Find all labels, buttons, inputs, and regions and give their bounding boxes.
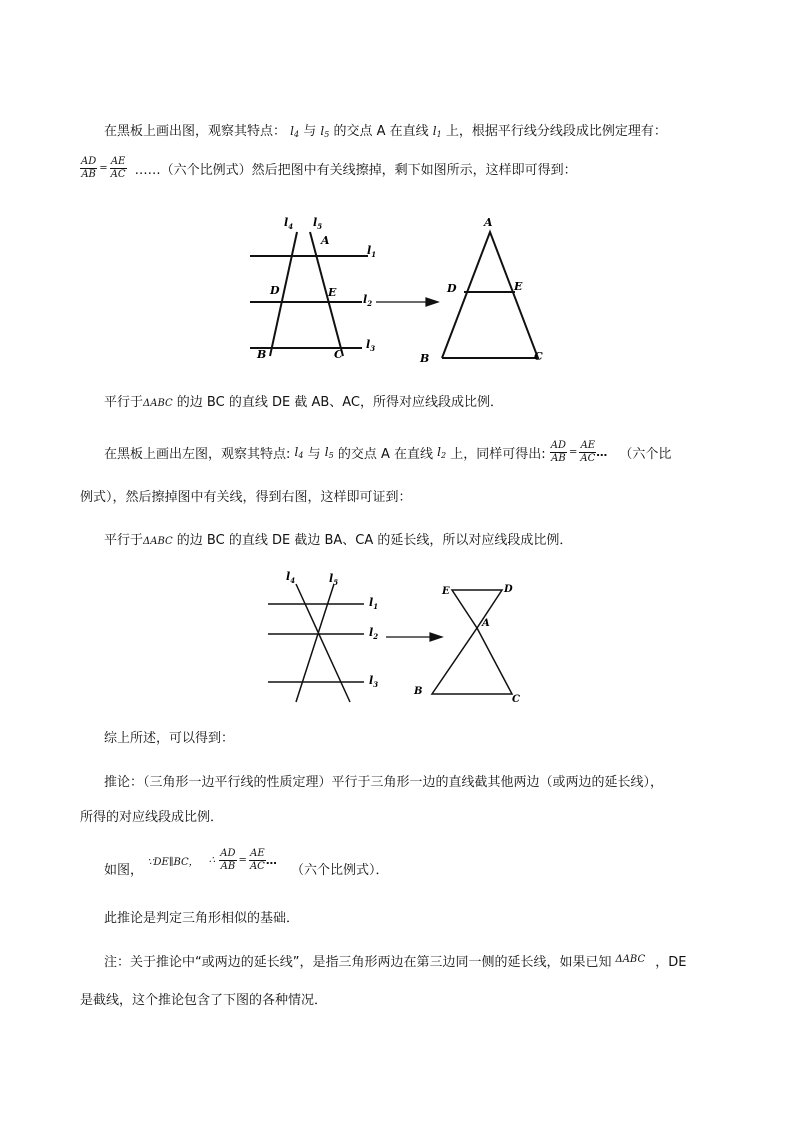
figure-1-left-diagram [250, 232, 368, 356]
label-right-D: D [447, 282, 457, 295]
p9-text: 此推论是判定三角形相似的基础． [104, 911, 300, 926]
p6-text: 综上所述，可以得到： [104, 731, 235, 746]
p7-line2: 所得的对应线段成比例． [80, 810, 224, 825]
label2-l1: $l_1$ [369, 596, 379, 611]
label-D: D [270, 284, 280, 297]
p1-text-prefix: 在黑板上画出图，观察其特点： [104, 124, 287, 139]
l5-symbol-2: $l_5$ [324, 445, 334, 460]
figure-2 [262, 566, 538, 706]
triangle-abc-3: ΔABC [615, 954, 646, 965]
p5-prefix: 平行于 [104, 533, 144, 548]
paragraph-8 [104, 848, 388, 878]
label2-right-D: D [504, 584, 513, 595]
therefore-symbol: ∴ [208, 855, 216, 866]
p1-text-mid: 的交点 A 在直线 [333, 124, 429, 139]
l4-symbol-2: $l_4$ [294, 445, 304, 460]
l5-symbol: $l_5$ [320, 124, 330, 139]
label2-right-C: C [512, 694, 520, 705]
p10-line2: 是截线，这个推论包含了下图的各种情况． [80, 993, 328, 1008]
paragraph-10-line-2 [80, 989, 327, 1008]
label-right-E: E [514, 280, 523, 293]
label2-right-E: E [442, 586, 450, 597]
l1-symbol: $l_1$ [432, 124, 442, 139]
label-A: A [321, 234, 330, 247]
p4-prefix: 在黑板上画出左图，观察其特点: [104, 447, 291, 462]
label-l5: $l_5$ [313, 216, 323, 231]
triangle-abc-2: ΔABC [143, 536, 173, 547]
fraction-ae-ac-2: $\frac{AE}{AC}$ [580, 440, 596, 464]
figure-2-left-diagram [268, 584, 364, 702]
triangle-abc: ΔABC [143, 398, 173, 409]
line-l5-b [296, 584, 334, 702]
label2-l3: $l_3$ [369, 674, 379, 689]
paragraph-7-line-2 [80, 806, 223, 825]
p1-conj: 与 [303, 124, 317, 139]
figure-1 [240, 212, 560, 370]
figure-2-right-hourglass [432, 590, 512, 694]
label-right-A: A [484, 216, 493, 229]
p3-suffix: 的边 BC 的直线 DE 截 AB、AC，所得对应线段成比例． [176, 395, 504, 410]
p8-prefix: 如图， [104, 863, 144, 878]
arrow-icon-2 [386, 633, 442, 641]
equals-sign-2: = [569, 447, 578, 458]
because-statement: ∵DE∥BC， [147, 857, 199, 868]
label-right-C: C [534, 350, 543, 363]
p8-suffix: （六个比例式）． [290, 863, 389, 878]
p4-conj: 与 [307, 447, 321, 462]
fraction-ae-ac-3: $\frac{AE}{AC}$ [249, 848, 265, 872]
fraction-ad-ab-2: $\frac{AD}{AB}$ [550, 440, 567, 464]
fraction-ad-ab: $\frac{AD}{AB}$ [81, 156, 97, 180]
p10-suffix: ，DE [655, 955, 687, 970]
label2-right-A: A [482, 618, 490, 629]
p4-suffix: 上，同样可得出: [450, 447, 546, 462]
label-l1: $l_1$ [367, 244, 377, 259]
equals-sign-3: = [238, 855, 247, 866]
p5-suffix: 的边 BC 的直线 DE 截边 BA、CA 的延长线，所以对应线段成比例． [176, 533, 573, 548]
label-l2: $l_2$ [363, 293, 373, 308]
paragraph-2 [80, 156, 577, 181]
paragraph-1 [104, 120, 667, 139]
fraction-ad-ab-3: $\frac{AD}{AB}$ [220, 848, 236, 872]
paragraph-3 [104, 391, 503, 410]
arrow-icon [376, 298, 438, 306]
paragraph-6 [104, 727, 234, 746]
label2-l2: $l_2$ [369, 626, 379, 641]
p10-prefix: 注：关于推论中“或两边的延长线”，是指三角形两边在第三边同一侧的延长线，如果已知 [104, 955, 612, 970]
label2-l4: $l_4$ [286, 570, 296, 585]
paragraph-4-line-2 [80, 486, 412, 505]
fraction-ae-ac: $\frac{AE}{AC}$ [110, 156, 126, 180]
paragraph-5 [104, 529, 572, 548]
paragraph-7 [104, 771, 663, 790]
p4-mid: 的交点 A 在直线 [337, 447, 434, 462]
paragraph-4 [104, 440, 671, 465]
label-B: B [257, 348, 267, 361]
ellipsis: … [596, 446, 608, 459]
ellipsis-2: … [265, 854, 277, 867]
p2-text: ……（六个比例式）然后把图中有关线擦掉，剩下如图所示，这样即可得到： [134, 163, 577, 178]
p4-tail: （六个比 [619, 447, 672, 462]
label2-l5: $l_5$ [329, 572, 339, 587]
p3-prefix: 平行于 [104, 395, 144, 410]
l2-symbol: $l_2$ [437, 445, 447, 460]
paragraph-9 [104, 907, 299, 926]
p4-line2: 例式），然后擦掉图中有关线，得到右图，这样即可证到： [80, 490, 412, 505]
p7-line1: 推论：（三角形一边平行线的性质定理）平行于三角形一边的直线截其他两边（或两边的延长线）， [104, 775, 664, 790]
label-C: C [334, 348, 343, 361]
equals-sign: = [99, 163, 108, 174]
p1-text-suffix: 上，根据平行线分线段成比例定理有： [445, 124, 667, 139]
line-l5 [310, 232, 343, 356]
paragraph-10 [104, 951, 687, 970]
label-l3: $l_3$ [366, 338, 376, 353]
label-l4: $l_4$ [284, 216, 294, 231]
figure-1-right-triangle [442, 232, 538, 358]
label-right-B: B [420, 352, 430, 365]
line-l4-b [296, 584, 350, 702]
l4-symbol: $l_4$ [290, 124, 300, 139]
label2-right-B: B [414, 686, 423, 697]
label-E: E [328, 286, 337, 299]
